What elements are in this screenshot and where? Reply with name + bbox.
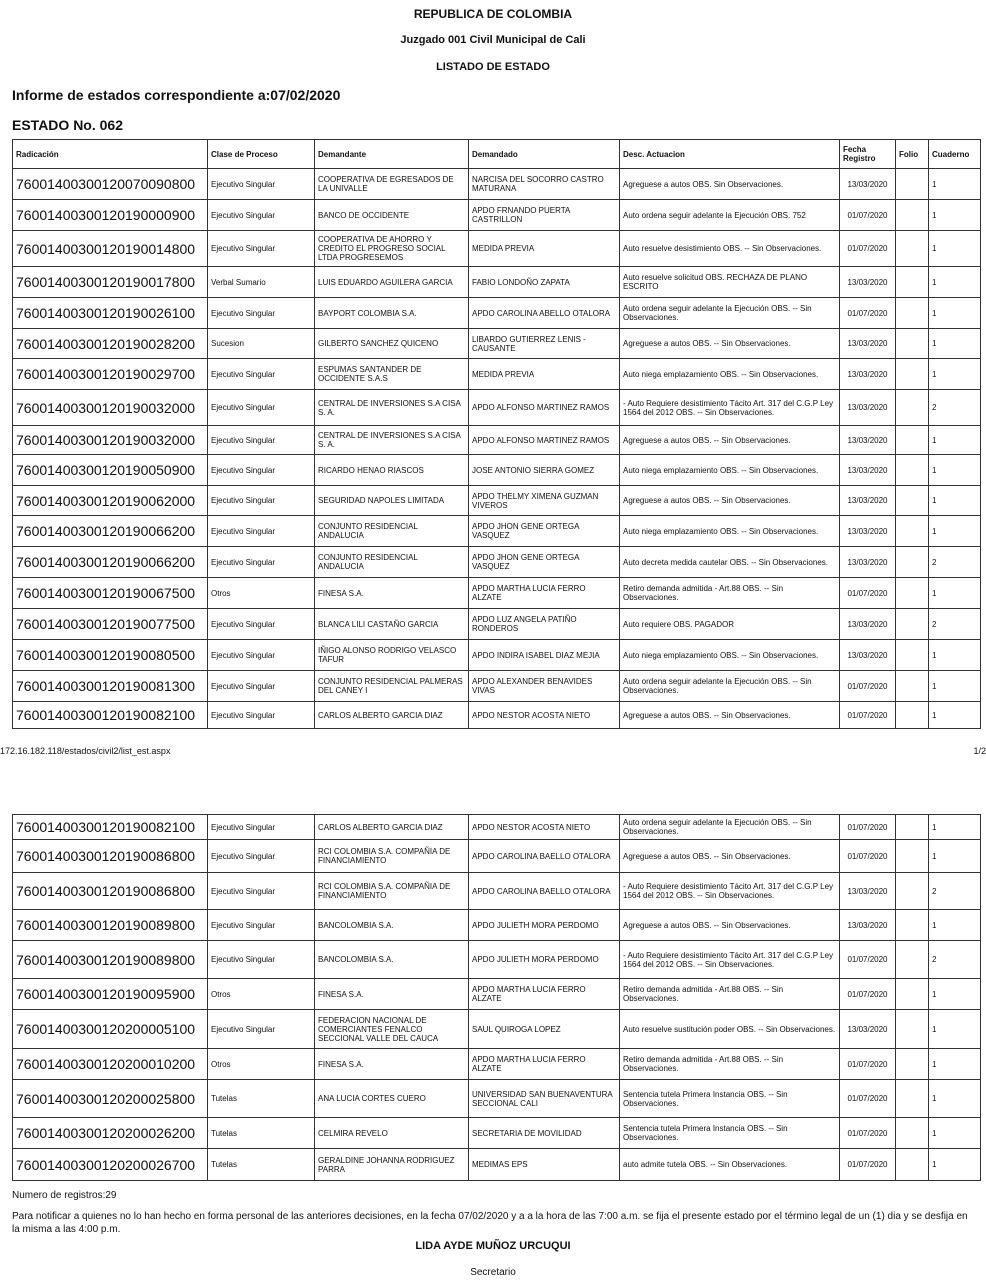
demandante-cell: BANCOLOMBIA S.A. <box>315 910 469 941</box>
desc-actuacion-cell: Sentencia tutela Primera Instancia OBS. -- Sin Observaciones. <box>620 1118 840 1149</box>
folio-cell <box>896 329 929 359</box>
fecha-registro-cell: 01/07/2020 <box>840 231 896 267</box>
footer-page-number: 1/2 <box>973 746 986 756</box>
folio-cell <box>896 359 929 390</box>
folio-cell <box>896 910 929 941</box>
table-row <box>13 1010 981 1049</box>
cuaderno-cell: 1 <box>929 516 981 547</box>
table-row <box>13 671 981 702</box>
demandante-cell: RCI COLOMBIA S.A. COMPAÑIA DE FINANCIAMIENTO <box>315 873 469 910</box>
demandante-cell: CARLOS ALBERTO GARCIA DIAZ <box>315 815 469 840</box>
fecha-registro-cell: 01/07/2020 <box>840 578 896 609</box>
cuaderno-cell: 1 <box>929 671 981 702</box>
demandado-cell: APDO THELMY XIMENA GUZMAN VIVEROS <box>469 486 620 516</box>
estados-table-page-1 <box>12 139 981 729</box>
cuaderno-cell: 1 <box>929 231 981 267</box>
demandado-cell: APDO LUZ ANGELA PATIÑO RONDEROS <box>469 609 620 640</box>
demandante-cell: CARLOS ALBERTO GARCIA DIAZ <box>315 702 469 729</box>
clase-proceso-cell: Ejecutivo Singular <box>208 702 315 729</box>
demandado-cell: APDO MARTHA LUCIA FERRO ALZATE <box>469 979 620 1010</box>
demandante-cell: ANA LUCIA CORTES CUERO <box>315 1080 469 1118</box>
clase-proceso-cell: Ejecutivo Singular <box>208 671 315 702</box>
clase-proceso-cell: Ejecutivo Singular <box>208 169 315 200</box>
fecha-registro-cell: 13/03/2020 <box>840 910 896 941</box>
clase-proceso-cell: Otros <box>208 1049 315 1080</box>
report-date-title: Informe de estados correspondiente a:07/02/2020 <box>12 87 341 103</box>
demandado-cell: APDO ALFONSO MARTINEZ RAMOS <box>469 426 620 455</box>
fecha-registro-cell: 01/07/2020 <box>840 1080 896 1118</box>
desc-actuacion-cell: Sentencia tutela Primera Instancia OBS. -- Sin Observaciones. <box>620 1080 840 1118</box>
clase-proceso-cell: Ejecutivo Singular <box>208 231 315 267</box>
desc-actuacion-cell: Agreguese a autos OBS. -- Sin Observaciones. <box>620 426 840 455</box>
table-row <box>13 486 981 516</box>
table-row <box>13 702 981 729</box>
fecha-registro-cell: 13/03/2020 <box>840 359 896 390</box>
demandante-cell: CENTRAL DE INVERSIONES S.A CISA S. A. <box>315 426 469 455</box>
desc-actuacion-cell: - Auto Requiere desistimiento Tácito Art. 317 del C.G.P Ley 1564 del 2012 OBS. -- Sin Observaciones. <box>620 390 840 426</box>
desc-actuacion-cell: Auto ordena seguir adelante la Ejecución OBS. -- Sin Observaciones. <box>620 671 840 702</box>
fecha-registro-cell: 13/03/2020 <box>840 426 896 455</box>
table-row <box>13 231 981 267</box>
folio-cell <box>896 671 929 702</box>
demandado-cell: APDO FRNANDO PUERTA CASTRILLON <box>469 200 620 231</box>
clase-proceso-cell: Ejecutivo Singular <box>208 815 315 840</box>
table-row <box>13 359 981 390</box>
demandado-cell: APDO INDIRA ISABEL DIAZ MEJIA <box>469 640 620 671</box>
fecha-registro-cell: 13/03/2020 <box>840 169 896 200</box>
demandado-cell: JOSE ANTONIO SIERRA GOMEZ <box>469 455 620 486</box>
cuaderno-cell: 2 <box>929 390 981 426</box>
folio-cell <box>896 455 929 486</box>
table-row <box>13 910 981 941</box>
clase-proceso-cell: Ejecutivo Singular <box>208 873 315 910</box>
folio-cell <box>896 486 929 516</box>
cuaderno-cell: 1 <box>929 169 981 200</box>
demandante-cell: COOPERATIVA DE AHORRO Y CREDITO EL PROGRESO SOCIAL LTDA PROGRESEMOS <box>315 231 469 267</box>
folio-cell <box>896 298 929 329</box>
fecha-registro-cell: 13/03/2020 <box>840 1010 896 1049</box>
clase-proceso-cell: Ejecutivo Singular <box>208 426 315 455</box>
table-row <box>13 979 981 1010</box>
radicacion-cell: 76001400300120200025800 <box>13 1080 208 1118</box>
radicacion-cell: 76001400300120200026200 <box>13 1118 208 1149</box>
desc-actuacion-cell: Auto niega emplazamiento OBS. -- Sin Observaciones. <box>620 359 840 390</box>
demandante-cell: COOPERATIVA DE EGRESADOS DE LA UNIVALLE <box>315 169 469 200</box>
folio-cell <box>896 702 929 729</box>
radicacion-cell: 76001400300120190080500 <box>13 640 208 671</box>
desc-actuacion-cell: Agreguese a autos OBS. -- Sin Observaciones. <box>620 910 840 941</box>
cuaderno-cell: 1 <box>929 910 981 941</box>
demandado-cell: APDO JULIETH MORA PERDOMO <box>469 941 620 979</box>
table-row <box>13 455 981 486</box>
desc-actuacion-cell: Agreguese a autos OBS. -- Sin Observaciones. <box>620 329 840 359</box>
clase-proceso-cell: Ejecutivo Singular <box>208 455 315 486</box>
demandante-cell: CONJUNTO RESIDENCIAL ANDALUCIA <box>315 547 469 578</box>
demandante-cell: CELMIRA REVELO <box>315 1118 469 1149</box>
clase-proceso-cell: Ejecutivo Singular <box>208 390 315 426</box>
radicacion-cell: 76001400300120200026700 <box>13 1149 208 1181</box>
col-cuaderno: Cuaderno <box>929 140 981 169</box>
table-row <box>13 516 981 547</box>
radicacion-cell: 76001400300120190032000 <box>13 390 208 426</box>
demandante-cell: FINESA S.A. <box>315 1049 469 1080</box>
col-demandado: Demandado <box>469 140 620 169</box>
table-row <box>13 840 981 873</box>
cuaderno-cell: 1 <box>929 359 981 390</box>
cuaderno-cell: 1 <box>929 426 981 455</box>
fecha-registro-cell: 01/07/2020 <box>840 815 896 840</box>
demandado-cell: APDO MARTHA LUCIA FERRO ALZATE <box>469 578 620 609</box>
fecha-registro-cell: 13/03/2020 <box>840 873 896 910</box>
radicacion-cell: 76001400300120190077500 <box>13 609 208 640</box>
clase-proceso-cell: Ejecutivo Singular <box>208 640 315 671</box>
fecha-registro-cell: 13/03/2020 <box>840 609 896 640</box>
folio-cell <box>896 200 929 231</box>
fecha-registro-cell: 01/07/2020 <box>840 1149 896 1181</box>
clase-proceso-cell: Tutelas <box>208 1080 315 1118</box>
col-desc-actuacion: Desc. Actuacion <box>620 140 840 169</box>
radicacion-cell: 76001400300120190066200 <box>13 547 208 578</box>
signatory-name: LIDA AYDE MUÑOZ URCUQUI <box>415 1240 571 1252</box>
radicacion-cell: 76001400300120200005100 <box>13 1010 208 1049</box>
col-clase-proceso: Clase de Proceso <box>208 140 315 169</box>
clase-proceso-cell: Otros <box>208 979 315 1010</box>
notification-paragraph: Para notificar a quienes no lo han hecho en forma personal de las anteriores decisiones, en la fecha 07/02/2020 y a a la hora de las 7:00 a.m. se fija el presente estado por el término legal de un (1) dia y se desfija en la misma a las 4:00 p.m. <box>12 1211 968 1235</box>
table-row <box>13 815 981 840</box>
demandado-cell: APDO ALFONSO MARTINEZ RAMOS <box>469 390 620 426</box>
demandante-cell: LUIS EDUARDO AGUILERA GARCIA <box>315 267 469 298</box>
demandado-cell: APDO NESTOR ACOSTA NIETO <box>469 815 620 840</box>
demandado-cell: APDO ALEXANDER BENAVIDES VIVAS <box>469 671 620 702</box>
folio-cell <box>896 640 929 671</box>
demandado-cell: APDO MARTHA LUCIA FERRO ALZATE <box>469 1049 620 1080</box>
demandante-cell: FINESA S.A. <box>315 578 469 609</box>
fecha-registro-cell: 13/03/2020 <box>840 267 896 298</box>
fecha-registro-cell: 13/03/2020 <box>840 547 896 578</box>
folio-cell <box>896 1149 929 1181</box>
demandante-cell: BANCO DE OCCIDENTE <box>315 200 469 231</box>
header-country: REPUBLICA DE COLOMBIA <box>413 7 573 21</box>
header-court: Juzgado 001 Civil Municipal de Cali <box>400 34 586 46</box>
demandado-cell: APDO CAROLINA BAELLO OTALORA <box>469 840 620 873</box>
clase-proceso-cell: Ejecutivo Singular <box>208 941 315 979</box>
radicacion-cell: 76001400300120190028200 <box>13 329 208 359</box>
folio-cell <box>896 1010 929 1049</box>
radicacion-cell: 76001400300120190050900 <box>13 455 208 486</box>
estados-table-page-2 <box>12 814 981 1181</box>
cuaderno-cell: 1 <box>929 640 981 671</box>
radicacion-cell: 76001400300120190081300 <box>13 671 208 702</box>
radicacion-cell: 76001400300120190029700 <box>13 359 208 390</box>
radicacion-cell: 76001400300120190086800 <box>13 873 208 910</box>
fecha-registro-cell: 01/07/2020 <box>840 200 896 231</box>
clase-proceso-cell: Ejecutivo Singular <box>208 200 315 231</box>
fecha-registro-cell: 13/03/2020 <box>840 640 896 671</box>
radicacion-cell: 76001400300120190067500 <box>13 578 208 609</box>
demandante-cell: CENTRAL DE INVERSIONES S.A CISA S. A. <box>315 390 469 426</box>
demandante-cell: RCI COLOMBIA S.A. COMPAÑIA DE FINANCIAMIENTO <box>315 840 469 873</box>
clase-proceso-cell: Ejecutivo Singular <box>208 486 315 516</box>
demandante-cell: FEDERACION NACIONAL DE COMERCIANTES FENALCO SECCIONAL VALLE DEL CAUCA <box>315 1010 469 1049</box>
radicacion-cell: 76001400300120190082100 <box>13 702 208 729</box>
clase-proceso-cell: Ejecutivo Singular <box>208 609 315 640</box>
clase-proceso-cell: Ejecutivo Singular <box>208 298 315 329</box>
table-row <box>13 547 981 578</box>
fecha-registro-cell: 13/03/2020 <box>840 516 896 547</box>
radicacion-cell: 76001400300120190082100 <box>13 815 208 840</box>
folio-cell <box>896 840 929 873</box>
desc-actuacion-cell: - Auto Requiere desistimiento Tácito Art. 317 del C.G.P Ley 1564 del 2012 OBS. -- Sin Observaciones. <box>620 873 840 910</box>
cuaderno-cell: 1 <box>929 1010 981 1049</box>
fecha-registro-cell: 01/07/2020 <box>840 298 896 329</box>
folio-cell <box>896 815 929 840</box>
cuaderno-cell: 1 <box>929 1149 981 1181</box>
demandado-cell: MEDIDA PREVIA <box>469 231 620 267</box>
demandante-cell: GERALDINE JOHANNA RODRIGUEZ PARRA <box>315 1149 469 1181</box>
clase-proceso-cell: Ejecutivo Singular <box>208 840 315 873</box>
desc-actuacion-cell: - Auto Requiere desistimiento Tácito Art. 317 del C.G.P Ley 1564 del 2012 OBS. -- Sin Observaciones. <box>620 941 840 979</box>
table-row <box>13 609 981 640</box>
demandado-cell: UNIVERSIDAD SAN BUENAVENTURA SECCIONAL CALI <box>469 1080 620 1118</box>
table-row <box>13 426 981 455</box>
demandante-cell: CONJUNTO RESIDENCIAL PALMERAS DEL CANEY I <box>315 671 469 702</box>
clase-proceso-cell: Tutelas <box>208 1149 315 1181</box>
footer-url: 172.16.182.118/estados/civil2/list_est.aspx <box>0 746 171 756</box>
desc-actuacion-cell: Auto niega emplazamiento OBS. -- Sin Observaciones. <box>620 516 840 547</box>
fecha-registro-cell: 13/03/2020 <box>840 329 896 359</box>
demandante-cell: RICARDO HENAO RIASCOS <box>315 455 469 486</box>
table-row <box>13 200 981 231</box>
fecha-registro-cell: 01/07/2020 <box>840 702 896 729</box>
cuaderno-cell: 1 <box>929 702 981 729</box>
folio-cell <box>896 169 929 200</box>
clase-proceso-cell: Ejecutivo Singular <box>208 1010 315 1049</box>
desc-actuacion-cell: Agreguese a autos OBS. -- Sin Observaciones. <box>620 840 840 873</box>
desc-actuacion-cell: auto admite tutela OBS. -- Sin Observaciones. <box>620 1149 840 1181</box>
demandante-cell: ESPUMAS SANTANDER DE OCCIDENTE S.A.S <box>315 359 469 390</box>
demandado-cell: MEDIDA PREVIA <box>469 359 620 390</box>
table-row <box>13 329 981 359</box>
radicacion-cell: 76001400300120190095900 <box>13 979 208 1010</box>
table-row <box>13 1080 981 1118</box>
demandante-cell: BLANCA LILI CASTAÑO GARCIA <box>315 609 469 640</box>
demandado-cell: SECRETARIA DE MOVILIDAD <box>469 1118 620 1149</box>
table-row <box>13 873 981 910</box>
cuaderno-cell: 1 <box>929 840 981 873</box>
table-row <box>13 1118 981 1149</box>
radicacion-cell: 76001400300120190066200 <box>13 516 208 547</box>
fecha-registro-cell: 01/07/2020 <box>840 941 896 979</box>
folio-cell <box>896 390 929 426</box>
folio-cell <box>896 1118 929 1149</box>
cuaderno-cell: 1 <box>929 1118 981 1149</box>
demandado-cell: APDO JHON GENE ORTEGA VASQUEZ <box>469 516 620 547</box>
radicacion-cell: 76001400300120190089800 <box>13 941 208 979</box>
table-body-page-1 <box>13 169 981 729</box>
demandado-cell: APDO JULIETH MORA PERDOMO <box>469 910 620 941</box>
cuaderno-cell: 1 <box>929 298 981 329</box>
fecha-registro-cell: 01/07/2020 <box>840 979 896 1010</box>
clase-proceso-cell: Otros <box>208 578 315 609</box>
folio-cell <box>896 1049 929 1080</box>
table-body-page-2 <box>13 815 981 1181</box>
clase-proceso-cell: Verbal Sumario <box>208 267 315 298</box>
desc-actuacion-cell: Auto resuelve sustitución poder OBS. -- Sin Observaciones. <box>620 1010 840 1049</box>
demandante-cell: IÑIGO ALONSO RODRIGO VELASCO TAFUR <box>315 640 469 671</box>
cuaderno-cell: 1 <box>929 1080 981 1118</box>
radicacion-cell: 76001400300120190026100 <box>13 298 208 329</box>
desc-actuacion-cell: Agreguese a autos OBS. -- Sin Observaciones. <box>620 702 840 729</box>
clase-proceso-cell: Sucesion <box>208 329 315 359</box>
fecha-registro-cell: 13/03/2020 <box>840 390 896 426</box>
cuaderno-cell: 2 <box>929 941 981 979</box>
radicacion-cell: 76001400300120190089800 <box>13 910 208 941</box>
demandante-cell: GILBERTO SANCHEZ QUICENO <box>315 329 469 359</box>
desc-actuacion-cell: Auto resuelve desistimiento OBS. -- Sin Observaciones. <box>620 231 840 267</box>
cuaderno-cell: 1 <box>929 329 981 359</box>
folio-cell <box>896 578 929 609</box>
desc-actuacion-cell: Agreguese a autos OBS. Sin Observaciones. <box>620 169 840 200</box>
demandado-cell: APDO CAROLINA ABELLO OTALORA <box>469 298 620 329</box>
demandado-cell: FABIO LONDOÑO ZAPATA <box>469 267 620 298</box>
table-row <box>13 640 981 671</box>
folio-cell <box>896 547 929 578</box>
cuaderno-cell: 2 <box>929 873 981 910</box>
demandado-cell: APDO NESTOR ACOSTA NIETO <box>469 702 620 729</box>
desc-actuacion-cell: Retiro demanda admitida - Art.88 OBS. -- Sin Observaciones. <box>620 1049 840 1080</box>
estado-number: ESTADO No. 062 <box>12 117 123 133</box>
radicacion-cell: 76001400300120190000900 <box>13 200 208 231</box>
desc-actuacion-cell: Auto decreta medida cautelar OBS. -- Sin Observaciones. <box>620 547 840 578</box>
demandante-cell: FINESA S.A. <box>315 979 469 1010</box>
radicacion-cell: 76001400300120070090800 <box>13 169 208 200</box>
fecha-registro-cell: 01/07/2020 <box>840 840 896 873</box>
cuaderno-cell: 1 <box>929 267 981 298</box>
cuaderno-cell: 1 <box>929 1049 981 1080</box>
col-fecha-registro: Fecha Registro <box>840 140 896 169</box>
signatory-role: Secretario <box>470 1267 516 1278</box>
fecha-registro-cell: 13/03/2020 <box>840 486 896 516</box>
desc-actuacion-cell: Agreguese a autos OBS. -- Sin Observaciones. <box>620 486 840 516</box>
fecha-registro-cell: 01/07/2020 <box>840 671 896 702</box>
record-count: Numero de registros:29 <box>12 1190 117 1201</box>
table-row <box>13 390 981 426</box>
radicacion-cell: 76001400300120190017800 <box>13 267 208 298</box>
table-row <box>13 1149 981 1181</box>
table-row <box>13 267 981 298</box>
folio-cell <box>896 941 929 979</box>
clase-proceso-cell: Ejecutivo Singular <box>208 547 315 578</box>
fecha-registro-cell: 13/03/2020 <box>840 455 896 486</box>
demandante-cell: BAYPORT COLOMBIA S.A. <box>315 298 469 329</box>
clase-proceso-cell: Ejecutivo Singular <box>208 910 315 941</box>
folio-cell <box>896 873 929 910</box>
fecha-registro-cell: 01/07/2020 <box>840 1118 896 1149</box>
folio-cell <box>896 609 929 640</box>
desc-actuacion-cell: Auto resuelve solicitud OBS. RECHAZA DE PLANO ESCRITO <box>620 267 840 298</box>
desc-actuacion-cell: Auto requiere OBS. PAGADOR <box>620 609 840 640</box>
table-row <box>13 169 981 200</box>
demandado-cell: MEDIMAS EPS <box>469 1149 620 1181</box>
col-demandante: Demandante <box>315 140 469 169</box>
cuaderno-cell: 1 <box>929 578 981 609</box>
folio-cell <box>896 426 929 455</box>
folio-cell <box>896 516 929 547</box>
table-row <box>13 1049 981 1080</box>
cuaderno-cell: 2 <box>929 547 981 578</box>
col-radicacion: Radicación <box>13 140 208 169</box>
cuaderno-cell: 1 <box>929 455 981 486</box>
table-row <box>13 578 981 609</box>
clase-proceso-cell: Ejecutivo Singular <box>208 359 315 390</box>
col-folio: Folio <box>896 140 929 169</box>
desc-actuacion-cell: Auto ordena seguir adelante la Ejecución OBS. -- Sin Observaciones. <box>620 298 840 329</box>
demandado-cell: SAUL QUIROGA LOPEZ <box>469 1010 620 1049</box>
desc-actuacion-cell: Auto ordena seguir adelante la Ejecución OBS. -- Sin Observaciones. <box>620 815 840 840</box>
radicacion-cell: 76001400300120190014800 <box>13 231 208 267</box>
table-row <box>13 298 981 329</box>
radicacion-cell: 76001400300120190032000 <box>13 426 208 455</box>
radicacion-cell: 76001400300120190062000 <box>13 486 208 516</box>
fecha-registro-cell: 01/07/2020 <box>840 1049 896 1080</box>
demandado-cell: NARCISA DEL SOCORRO CASTRO MATURANA <box>469 169 620 200</box>
table-row <box>13 941 981 979</box>
cuaderno-cell: 1 <box>929 200 981 231</box>
demandante-cell: SEGURIDAD NAPOLES LIMITADA <box>315 486 469 516</box>
clase-proceso-cell: Ejecutivo Singular <box>208 516 315 547</box>
folio-cell <box>896 1080 929 1118</box>
desc-actuacion-cell: Auto ordena seguir adelante la Ejecución OBS. 752 <box>620 200 840 231</box>
demandado-cell: APDO CAROLINA BAELLO OTALORA <box>469 873 620 910</box>
desc-actuacion-cell: Retiro demanda admitida - Art.88 OBS. -- Sin Observaciones. <box>620 979 840 1010</box>
table-header-row <box>13 140 981 169</box>
folio-cell <box>896 231 929 267</box>
folio-cell <box>896 267 929 298</box>
demandado-cell: LIBARDO GUTIERREZ LENIS - CAUSANTE <box>469 329 620 359</box>
cuaderno-cell: 1 <box>929 979 981 1010</box>
demandante-cell: BANCOLOMBIA S.A. <box>315 941 469 979</box>
cuaderno-cell: 1 <box>929 486 981 516</box>
demandado-cell: APDO JHON GENE ORTEGA VASQUEZ <box>469 547 620 578</box>
desc-actuacion-cell: Auto niega emplazamiento OBS. -- Sin Observaciones. <box>620 640 840 671</box>
radicacion-cell: 76001400300120190086800 <box>13 840 208 873</box>
clase-proceso-cell: Tutelas <box>208 1118 315 1149</box>
desc-actuacion-cell: Retiro demanda admitida - Art.88 OBS. -- Sin Observaciones. <box>620 578 840 609</box>
desc-actuacion-cell: Auto niega emplazamiento OBS. -- Sin Observaciones. <box>620 455 840 486</box>
demandante-cell: CONJUNTO RESIDENCIAL ANDALUCIA <box>315 516 469 547</box>
header-list-title: LISTADO DE ESTADO <box>436 61 550 73</box>
radicacion-cell: 76001400300120200010200 <box>13 1049 208 1080</box>
cuaderno-cell: 1 <box>929 815 981 840</box>
cuaderno-cell: 2 <box>929 609 981 640</box>
folio-cell <box>896 979 929 1010</box>
